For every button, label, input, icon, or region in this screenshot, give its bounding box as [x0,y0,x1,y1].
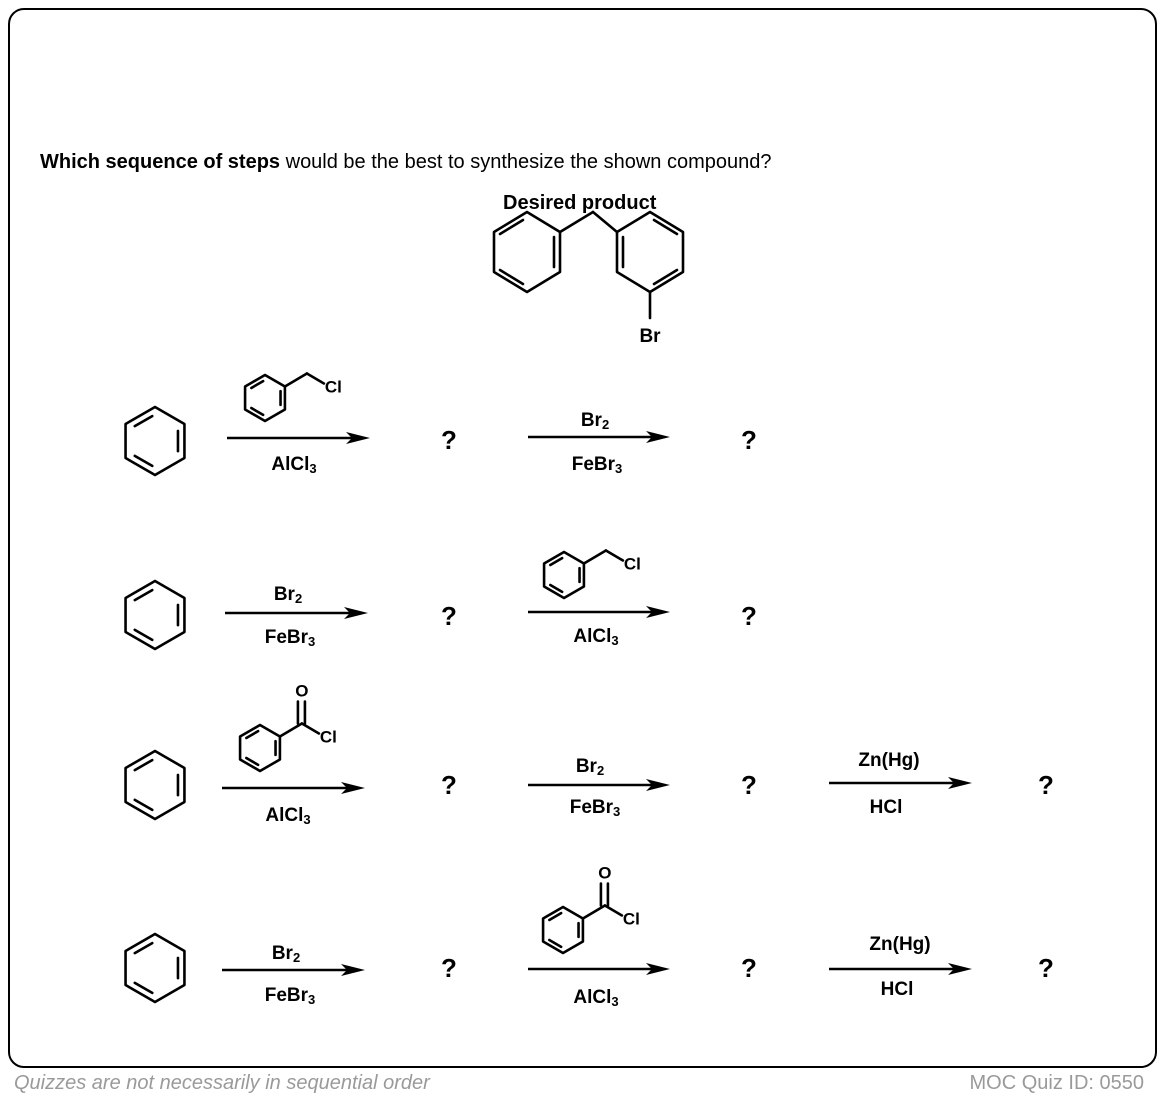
option1-alcl3-subscript: 3 [309,461,317,476]
option2-br2-subscript: 2 [294,591,303,606]
option1-benzyl-chloride-ring [245,375,285,421]
option4-question2: ? [741,953,757,983]
product-br-label: Br [639,326,661,347]
option4-alcl3 [573,988,618,1008]
option3-question2: ? [741,770,757,800]
option3-benzoyl-chloride-chain [280,702,319,737]
option1-benzyl-chloride-chain [285,374,324,387]
option3-febr3 [570,798,621,818]
option2-benzyl-chloride-cl-label: Cl [623,554,641,574]
option3-alcl3 [265,806,310,826]
option3-question3: ? [1038,770,1054,800]
option4-question3: ? [1038,953,1054,983]
option3-zn-hg [858,751,919,770]
option3-arrow1 [222,782,365,794]
question-rest: would be the best to synthesize the shown compound? [280,151,772,173]
option1-benzyl-chloride-cl-label: Cl [324,377,342,397]
option3-question1: ? [441,770,457,800]
option4-benzoyl-chloride-cl-label: Cl [622,909,640,929]
option4-benzoyl-chloride-o-label: O [598,863,612,883]
option4-benzene [126,934,185,1002]
option3-benzoyl-chloride-ring [240,725,280,771]
option2-benzene [126,581,185,649]
option2-br2 [274,585,302,605]
option3-hcl-main: HCl [869,797,903,818]
option2-benzyl-chloride-ring [544,552,584,598]
option2-br2-main: Br [273,584,295,605]
option4-br2-subscript: 2 [292,950,301,965]
option3-br2 [576,757,604,777]
option1-arrow1 [227,432,370,444]
option2-alcl3 [573,627,618,647]
question-bold: Which sequence of steps [40,151,281,173]
option4-hcl-main: HCl [880,979,914,1000]
option4-benzoyl-chloride-ring [543,907,583,953]
option2-question2: ? [741,601,757,631]
option3-benzoyl-chloride-cl-label: Cl [319,727,337,747]
desired-product-label: Desired product [503,192,657,214]
option4-question1: ? [441,953,457,983]
option4-alcl3-main: AlCl [573,987,612,1008]
option4-alcl3-subscript: 3 [611,994,619,1009]
option1-question1: ? [441,425,457,455]
option1-febr3 [572,455,623,475]
option2-benzyl-chloride-chain [584,551,623,564]
option1-question2: ? [741,425,757,455]
option4-arrow2 [528,963,670,975]
option1-br2-main: Br [580,410,602,431]
option1-br2-subscript: 2 [601,417,610,432]
option3-febr3-main: FeBr [569,797,614,818]
option2-alcl3-main: AlCl [573,626,612,647]
option3-alcl3-subscript: 3 [303,812,311,827]
option3-zn-hg-main: Zn(Hg) [858,750,920,771]
option2-febr3 [265,628,316,648]
option1-br2 [581,411,609,431]
option3-benzene [126,751,185,819]
option4-arrow3 [829,963,972,975]
option3-arrow3 [829,777,972,789]
option3-alcl3-main: AlCl [265,805,304,826]
option2-febr3-main: FeBr [264,627,309,648]
option3-arrow2 [528,779,670,791]
option1-febr3-subscript: 3 [615,461,623,476]
option2-question1: ? [441,601,457,631]
option2-arrow2 [528,606,670,618]
option1-alcl3-main: AlCl [271,454,310,475]
quiz-id: MOC Quiz ID: 0550 [969,1072,1144,1094]
option1-febr3-main: FeBr [571,454,616,475]
option3-br2-subscript: 2 [596,763,605,778]
option3-br2-main: Br [575,756,597,777]
option4-br2 [272,944,300,964]
option4-hcl [881,980,914,999]
option2-febr3-subscript: 3 [308,634,316,649]
option1-benzene [126,407,185,475]
option4-arrow1 [222,964,365,976]
option4-zn-hg-main: Zn(Hg) [869,934,931,955]
option1-alcl3 [271,455,316,475]
option3-benzoyl-chloride-o-label: O [295,681,309,701]
footer-note: Quizzes are not necessarily in sequential order [14,1072,430,1094]
option3-febr3-subscript: 3 [613,804,621,819]
option4-zn-hg [869,935,930,954]
option1-arrow2 [528,431,670,443]
option4-febr3-subscript: 3 [308,992,316,1007]
option4-febr3-main: FeBr [264,985,309,1006]
option4-br2-main: Br [271,943,293,964]
option4-benzoyl-chloride-chain [583,884,622,919]
option2-alcl3-subscript: 3 [611,633,619,648]
option2-arrow1 [225,607,368,619]
option3-hcl [870,798,903,817]
option4-febr3 [265,986,316,1006]
